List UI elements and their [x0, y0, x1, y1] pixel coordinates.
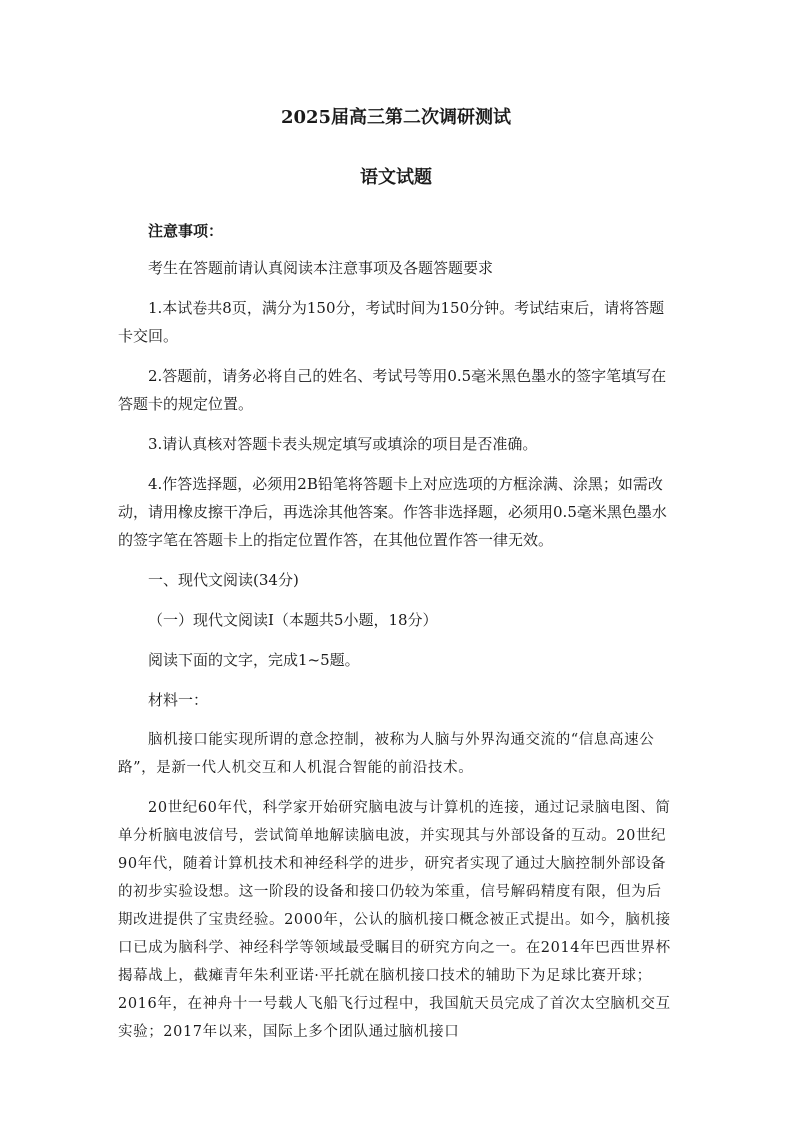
- material-label: 材料一：: [148, 691, 209, 709]
- notice-item-4: 4.作答选择题，必须用2B铅笔将答题卡上对应选项的方框涂满、涂黑；如需改动，请用橡皮擦干净后，再选涂其他答案。作答非选择题，必须用0.5毫米黑色墨水的签字笔在答题卡上的指定位置作答，在其他位置作答一律无效。: [118, 475, 667, 549]
- exam-subtitle: 语文试题: [360, 167, 432, 188]
- notice-item-3: 3.请认真核对答题卡表头规定填写或填涂的项目是否准确。: [148, 435, 538, 453]
- section-heading: 一、现代文阅读(34分): [148, 571, 299, 589]
- page-content: [118, 104, 674, 1046]
- notice-item-1: 1.本试卷共8页，满分为150分，考试时间为150分钟。考试结束后，请将答题卡交回。: [118, 299, 665, 345]
- material-paragraph-1: 脑机接口能实现所谓的意念控制，被称为人脑与外界沟通交流的“信息高速公路”，是新一代人机交互和人机混合智能的前沿技术。: [118, 732, 655, 776]
- subsection-heading: （一）现代文阅读Ⅰ（本题共5小题，18分）: [148, 611, 438, 629]
- exam-title: 2025届高三第二次调研测试: [280, 107, 512, 128]
- reading-instruction: 阅读下面的文字，完成1~5题。: [148, 651, 360, 669]
- notice-intro: 考生在答题前请认真阅读本注意事项及各题答题要求: [148, 259, 494, 277]
- notice-heading: 注意事项：: [148, 222, 224, 240]
- material-paragraph-2: 20世纪60年代，科学家开始研究脑电波与计算机的连接，通过记录脑电图、简单分析脑电波信号，尝试简单地解读脑电波，并实现其与外部设备的互动。20世纪90年代，随着计算机技术和神经科学的进步，研究者实现了通过大脑控制外部设备的初步实验设想。这一阶段的设备和接口仍较为笨重，信号解码精度有限，但为后期改进提供了宝贵经验。2000年，公认的脑机接口概念被正式提出。如今，脑机接口已成为脑科学、神经科学等领域最受瞩目的研究方向之一。在2014年巴西世界杯揭幕战上，截瘫青年朱利亚诺·平托就在脑机接口技术的辅助下为足球比赛开球；2016年，在神舟十一号载人飞船飞行过程中，我国航天员完成了首次太空脑机交互实验；2017年以来，国际上多个团队通过脑机接口: [118, 800, 671, 1040]
- notice-item-2: 2.答题前，请务必将自己的姓名、考试号等用0.5毫米黑色墨水的签字笔填写在答题卡的规定位置。: [118, 367, 667, 413]
